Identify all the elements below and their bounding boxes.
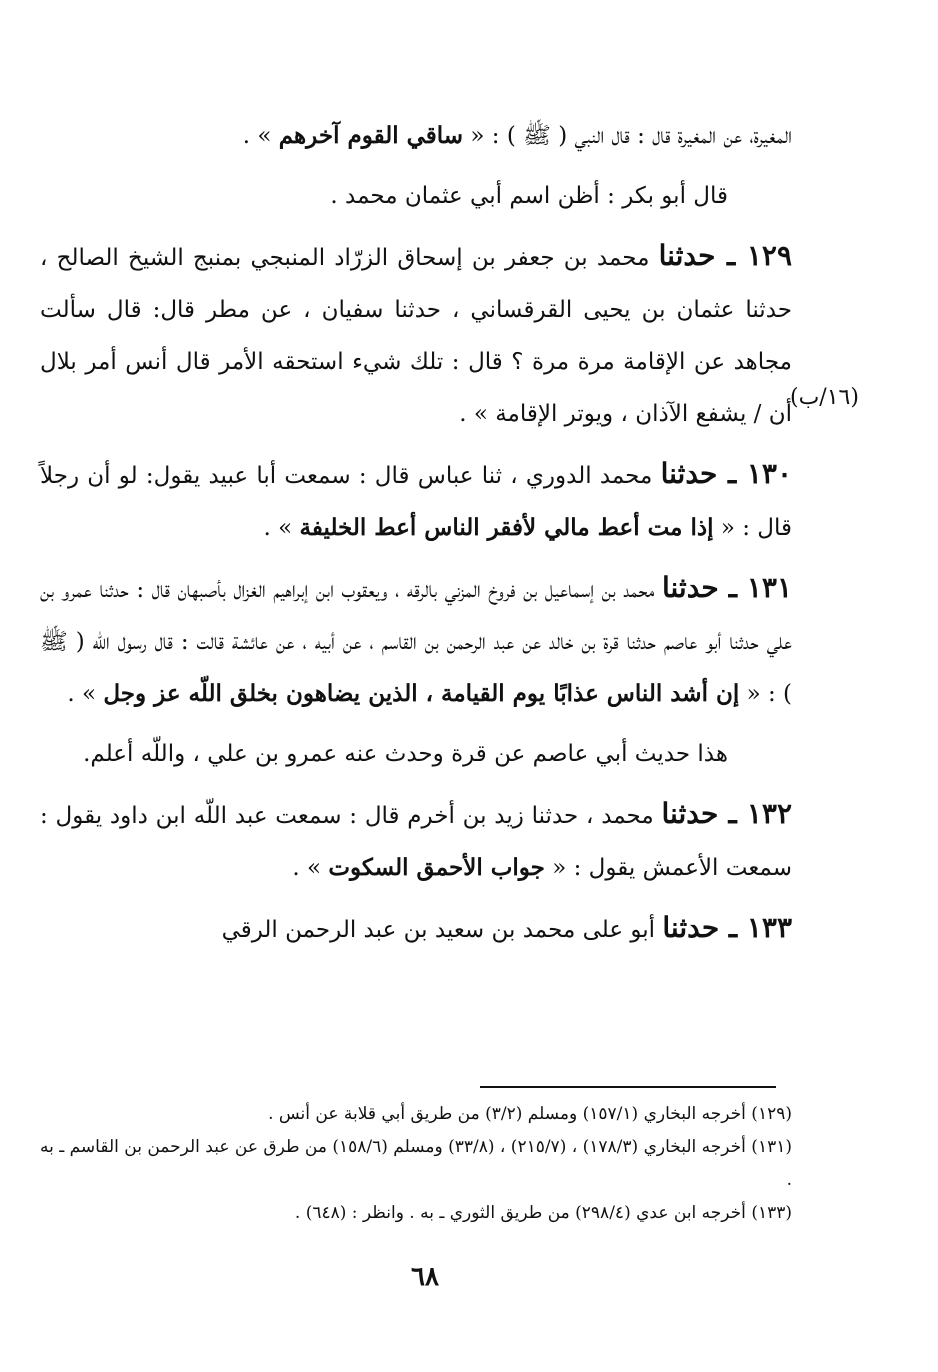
hadith-132-text-start: محمد ، حدثنا زيد بن أخرم قال : سمعت عبد اللّه ابن داود يقول : سمعت الأعمش يقول : « bbox=[40, 803, 792, 881]
hadith-131-text-end: » . bbox=[67, 681, 104, 707]
intro-line1-mid: ) : « bbox=[463, 123, 524, 149]
hadith-129-text: محمد بن جعفر بن إسحاق الزرّاد المنبجي بمنبج الشيخ الصالح ، حدثنا عثمان بن يحيى القرقساني ، حدثنا سفيان ، عن مطر قال: قال سألت مجاهد عن الإقامة مرة مرة ؟ قال : تلك شيء استحقه الأمر قال أنس أمر بلال أن / يشفع الآذان ، ويوتر الإقامة » . bbox=[40, 245, 792, 427]
main-text bbox=[40, 110, 792, 956]
hadith-130 bbox=[40, 448, 792, 554]
intro-line1-end: » . bbox=[242, 123, 279, 149]
hadith-132-quote: جواب الأحمق السكوت bbox=[328, 854, 545, 881]
footnote-divider bbox=[480, 1086, 776, 1088]
footnote-129: (١٢٩) أخرجه البخاري (١٥٧/١) ومسلم (٣/٢) من طريق أبي قلابة عن أنس . bbox=[268, 1104, 792, 1124]
footnote-131: (١٣١) أخرجه البخاري (١٧٨/٣) ، (٢١٥/٧) ، (٣٣/٨) ومسلم (١٥٨/٦) من طرق عن عبد الرحمن بن القاسم ـ به . bbox=[39, 1137, 792, 1190]
intro-line2: قال أبو بكر : أظن اسم أبي عثمان محمد . bbox=[330, 183, 728, 209]
salutation-glyph: ﷺ bbox=[40, 629, 68, 655]
hadith-130-quote: إذا مت أعط مالي لأفقر الناس أعط الخليفة bbox=[299, 514, 714, 541]
hadith-133-text: أبو على محمد بن سعيد بن عبد الرحمن الرقي bbox=[221, 917, 663, 943]
hadith-131-comment: هذا حديث أبي عاصم عن قرة وحدث عنه عمرو بن علي ، واللّه أعلم. bbox=[83, 741, 728, 767]
page-number: ٦٨ bbox=[411, 1262, 439, 1292]
footnote-133: (١٣٣) أخرجه ابن عدي (٢٩٨/٤) من طريق الثوري ـ به . وانظر : (٦٤٨) . bbox=[294, 1203, 792, 1223]
hadith-129 bbox=[40, 230, 792, 440]
intro-paragraph bbox=[40, 110, 792, 162]
hadith-132-text-end: » . bbox=[292, 855, 329, 881]
hadith-131 bbox=[40, 562, 792, 720]
salutation-glyph: ﷺ bbox=[523, 123, 551, 149]
hadith-131-text-mid: ) : « bbox=[739, 681, 792, 707]
hadith-133-number: ١٣٣ ـ حدثنا bbox=[662, 911, 792, 944]
intro-quote: ساقي القوم آخرهم bbox=[278, 122, 464, 149]
hadith-132-number: ١٣٢ ـ حدثنا bbox=[661, 797, 793, 830]
hadith-131-number: ١٣١ ـ حدثنا bbox=[661, 571, 792, 604]
hadith-131-text-start: محمد بن إسماعيل بن فروخ المزني بالرقه ، ويعقوب ابن إبراهيم الغزال بأصبهان قال : حدثنا عمرو بن علي حدثنا أبو عاصم حدثنا قرة بن خالد عن عبد الرحمن بن القاسم ، عن أبيه ، عن عائشة قالت : قال رسول اللّه ( bbox=[40, 577, 792, 655]
folio-margin-note: (١٦/ب) bbox=[790, 385, 859, 410]
hadith-130-number: ١٣٠ ـ حدثنا bbox=[660, 457, 792, 490]
hadith-130-text-end: » . bbox=[263, 515, 300, 541]
hadith-129-number: ١٢٩ ـ حدثنا bbox=[658, 239, 792, 272]
intro-line1-start: المغيرة، عن المغيرة قال : قال النبي ( bbox=[550, 123, 792, 149]
footnotes bbox=[40, 1098, 792, 1230]
hadith-130-text-start: محمد الدوري ، ثنا عباس قال : سمعت أبا عبيد يقول: لو أن رجلاً قال : « bbox=[40, 463, 792, 541]
hadith-132 bbox=[40, 788, 792, 894]
hadith-133 bbox=[40, 902, 792, 956]
hadith-131-quote: إن أشد الناس عذابًا يوم القيامة ، الذين يضاهون بخلق اللّه عز وجل bbox=[103, 680, 740, 707]
